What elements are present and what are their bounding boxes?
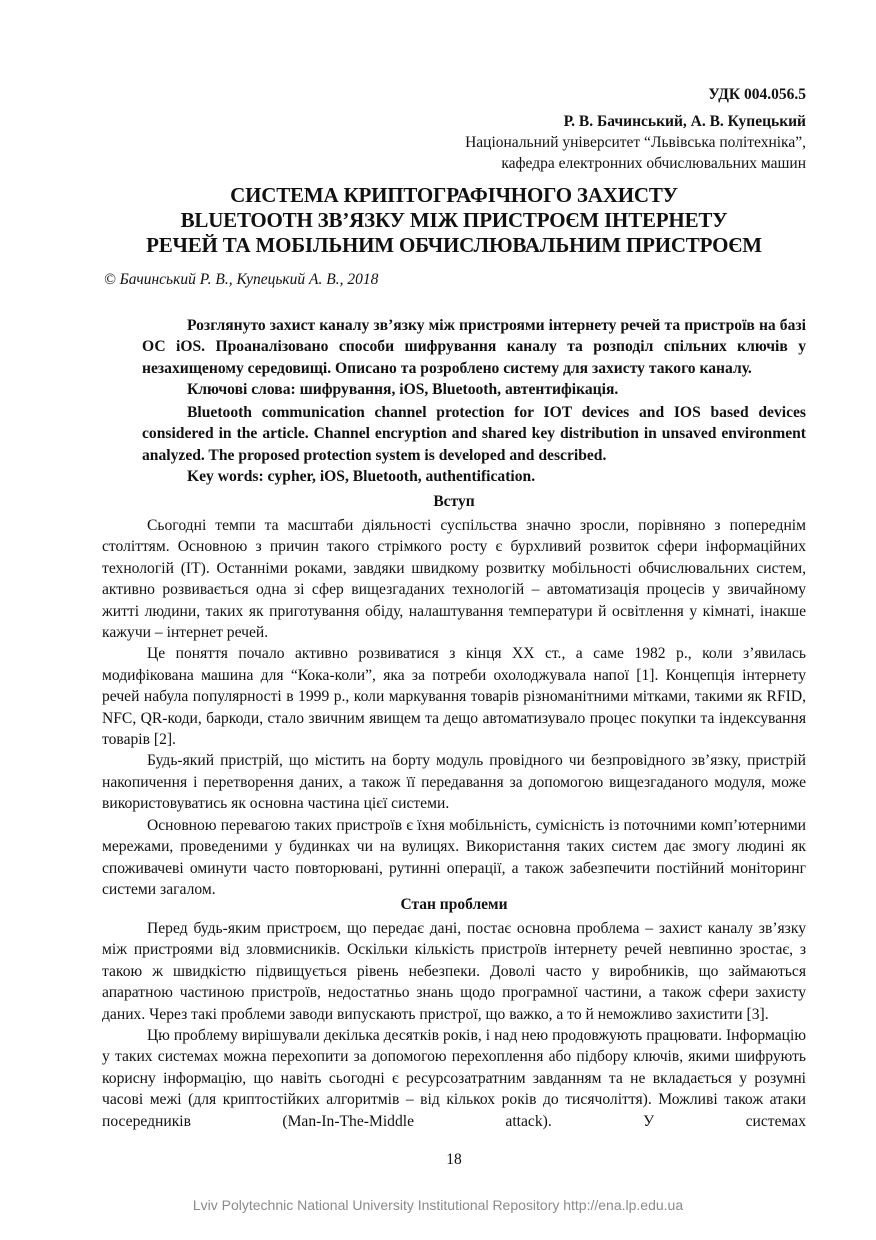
title-line-1: СИСТЕМА КРИПТОГРАФІЧНОГО ЗАХИСТУ xyxy=(230,183,678,207)
title-line-2: BLUETOOTH ЗВ’ЯЗКУ МІЖ ПРИСТРОЄМ ІНТЕРНЕТУ xyxy=(180,208,728,232)
title-line-3: РЕЧЕЙ ТА МОБІЛЬНИМ ОБЧИСЛЮВАЛЬНИМ ПРИСТРОЄМ xyxy=(146,233,762,257)
paragraph: Основною перевагою таких пристроїв є їхня мобільність, сумісність із поточними комп’ютерними мережами, проведеними у будинках чи на вулицях. Використання таких систем дає змогу людині як споживачеві оминути часто повторювані, рутинні операції, а також забезпечити постійний моніторинг системи загалом. xyxy=(102,816,806,898)
keywords-ua: Ключові слова: шифрування, iOS, Bluetooth, автентифікація. xyxy=(187,381,619,399)
paragraph: Перед будь-яким пристроєм, що передає дані, постає основна проблема – захист каналу зв’язку між пристроями від зловмисників. Оскільки кількість пристроїв інтернету речей невпинно зростає, з такою ж швидкістю підвищується рівень небезпеки. Доволі часто у виробників, що займаються апаратною частиною пристроїв, недостатньо знань щодо програмної частини, а також сфери захисту даних. Через такі проблеми заводи випускають пристрої, що важко, а то й неможливо захистити [3]. xyxy=(102,920,806,1023)
page-number: 18 xyxy=(446,1151,462,1168)
affiliation-line-2: кафедра електронних обчислювальних машин xyxy=(501,155,806,172)
repository-footer: Lviv Polytechnic National University Institutional Repository http://ena.lp.edu.ua xyxy=(192,1197,684,1213)
paragraph: Цю проблему вирішували декілька десятків років, і над нею продовжують працювати. Інформацію у таких системах можна перехопити за допомогою перехоплення або підбору ключів, якими шифрують корисну інформацію, що навіть сьогодні є ресурсозатратним завданням та не вкладається у розумні часові межі (для криптостійких алгоритмів – від кількох років до тисячоліття). Можливі також атаки посередників (Man-In-The-Middle attack). У системах xyxy=(102,1027,806,1130)
paragraph: Це поняття почало активно розвиватися з кінця XX ст., а саме 1982 р., коли з’явилась модифікована машина для “Кока-коли”, яка за потреби охолоджувала напої [1]. Концепція інтернету речей набула популярності в 1999 р., коли маркування товарів різноманітними мітками, такими як RFID, NFC, QR-коди, баркоди, стало звичним явищем та дещо автоматизувало процес покупки та індексування товарів [2]. xyxy=(102,645,806,749)
affiliation-line-1: Національний університет “Львівська політехніка”, xyxy=(465,134,806,151)
paragraph: Сьогодні темпи та масштаби діяльності суспільства значно зросли, порівняно з попереднім століттям. Основною з причин такого стрімкого росту є бурхливий розвиток сфери інформаційних технологій (ІТ). Останніми роками, завдяки швидкому розвитку мобільності обчислювальних систем, активно розвивається одна зі сфер вищезгаданих технологій – автоматизація процесів у звичайному житті людини, таких як приготування обіду, налаштування температури й освітлення у кімнаті, інакше кажучи – інтернет речей. xyxy=(102,517,806,642)
copyright: © Бачинський Р. В., Купецький А. В., 2018 xyxy=(104,271,379,288)
section-heading-intro: Вступ xyxy=(433,493,475,510)
abstract-en: Bluetooth communication channel protection for IOT devices and IOS based devices considered in the article. Channel encryption and shared key distribution in unsaved environment analyzed. The proposed protection system is developed and described. xyxy=(142,404,806,464)
section-intro-body xyxy=(102,515,806,900)
section-problem-body xyxy=(102,918,806,1132)
article-title xyxy=(102,183,806,258)
paragraph: Будь-який пристрій, що містить на борту модуль провідного чи безпровідного зв’язку, пристрій накопичення і перетворення даних, а також її передавання за допомогою вищезгаданого модуля, може використовуватись як основна частина цієї системи. xyxy=(102,752,806,813)
section-heading-problem: Стан проблеми xyxy=(400,896,508,913)
keywords-en: Key words: cypher, iOS, Bluetooth, authentification. xyxy=(187,468,536,486)
abstract-ua-block xyxy=(142,315,806,401)
udc-code: УДК 004.056.5 xyxy=(708,86,806,103)
abstract-ua: Розглянуто захист каналу зв’язку між пристроями інтернету речей та пристроїв на базі ОС iOS. Проаналізовано способи шифрування каналу та розподіл спільних ключів у незахищеному середовищі. Описано та розроблено систему для захисту такого каналу. xyxy=(142,317,806,377)
abstract-en-block xyxy=(142,402,806,488)
authors: Р. В. Бачинський, А. В. Купецький xyxy=(563,113,806,130)
